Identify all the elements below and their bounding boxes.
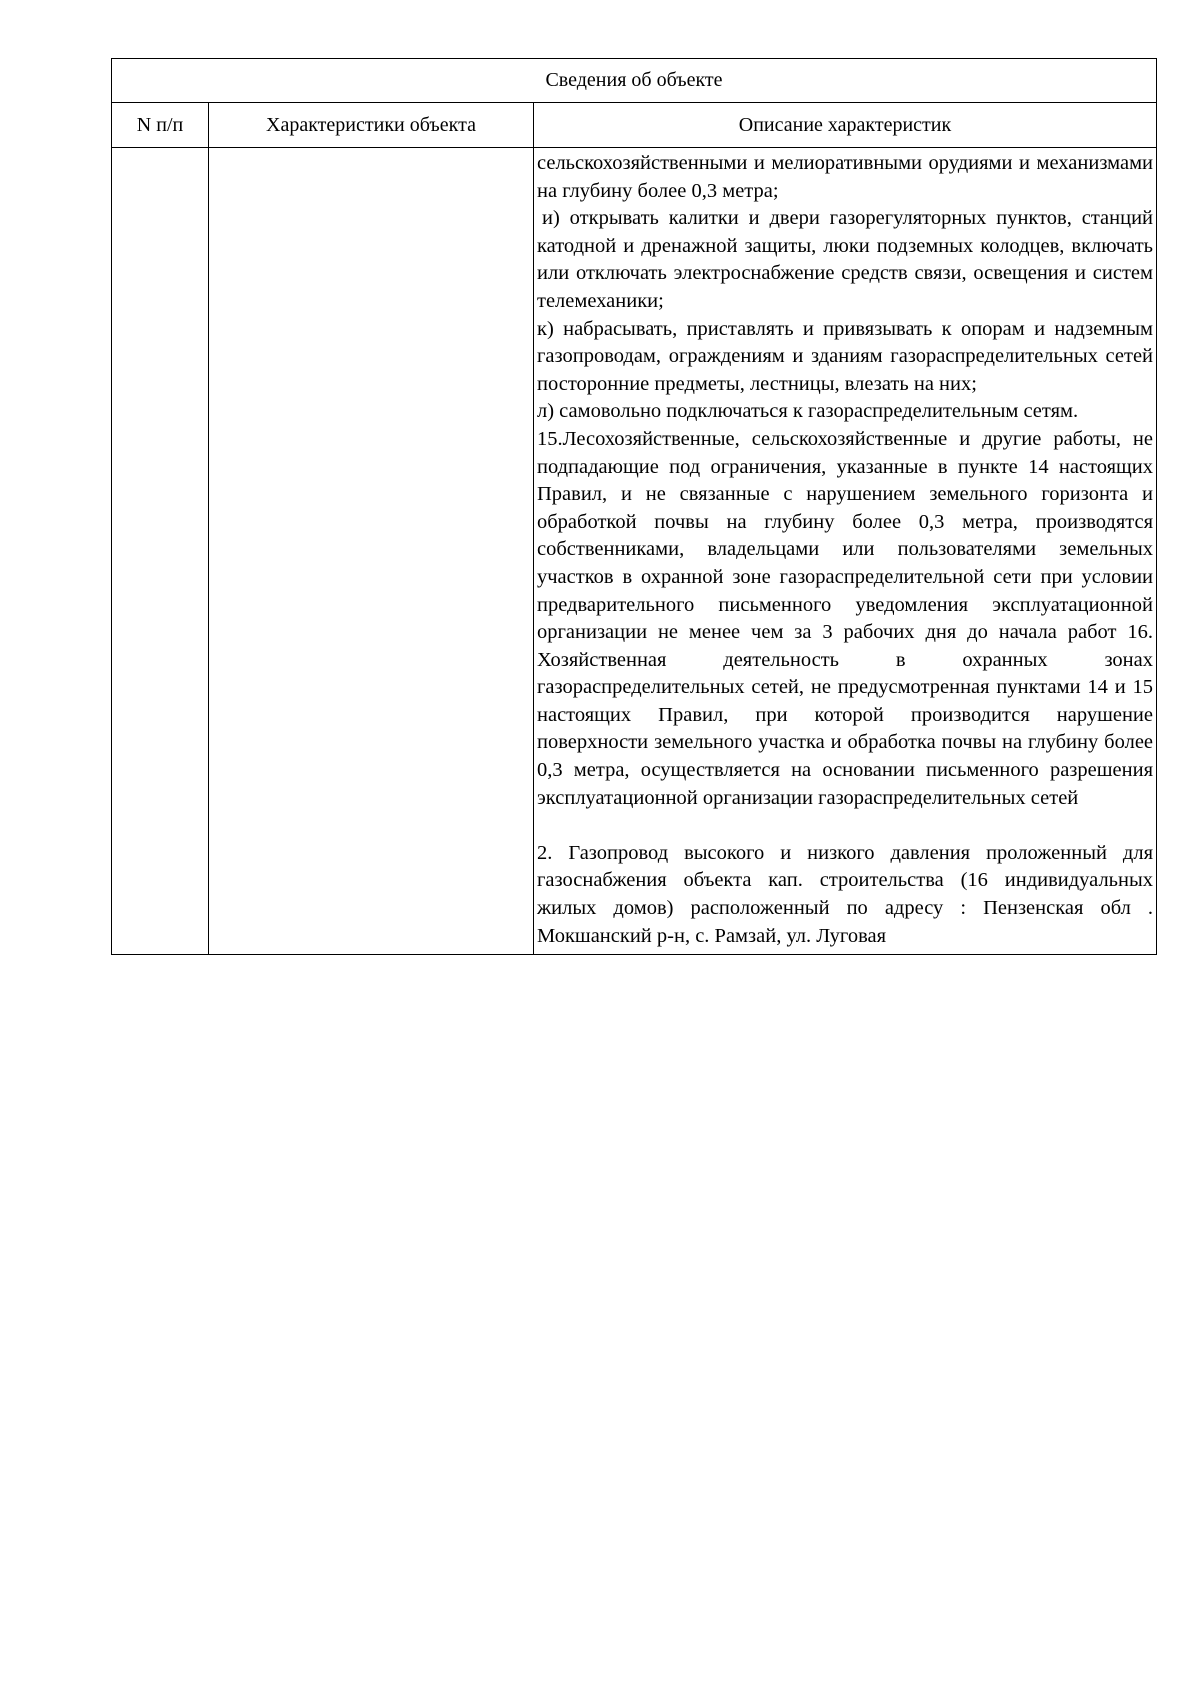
description-paragraph: л) самовольно подключаться к газораспределительным сетям. bbox=[537, 400, 1079, 423]
description-paragraph: 2. Газопровод высокого и низкого давления проложенный для газоснабжения объекта кап. строительства (16 индивидуальных жилых домов) расположенный по адресу : Пензенская обл . Мокшанский р-н, с. Рамзай, ул. Луговая bbox=[537, 841, 1154, 947]
header-characteristics: Характеристики объекта bbox=[209, 103, 534, 148]
table-row bbox=[112, 148, 1157, 955]
header-description: Описание характеристик bbox=[534, 103, 1157, 148]
table-header-row bbox=[112, 103, 1157, 148]
description-paragraph: 15.Лесохозяйственные, сельскохозяйственные и другие работы, не подпадающие под ограничения, указанные в пункте 14 настоящих Правил, и не связанные с нарушением земельного горизонта и обработкой почвы на глубину более 0,3 метра, производятся собственниками, владельцами или пользователями земельных участков в охранной зоне газораспределительной сети при условии предварительного письменного уведомления эксплуатационной организации не менее чем за 3 рабочих дня до начала работ 16. Хозяйственная деятельность в охранных зонах газораспределительных сетей, не предусмотренная пунктами 14 и 15 настоящих Правил, при которой производится нарушение поверхности земельного участка и обработка почвы на глубину более 0,3 метра, осуществляется на основании письменного разрешения эксплуатационной организации газораспределительных сетей bbox=[537, 427, 1154, 809]
cell-num bbox=[112, 148, 209, 955]
table-title-row bbox=[112, 59, 1157, 103]
object-info-table bbox=[111, 58, 1157, 955]
description-paragraph: к) набрасывать, приставлять и привязывать к опорам и надземным газопроводам, ограждениям и зданиям газораспределительных сетей посторонние предметы, лестницы, влезать на них; bbox=[537, 317, 1154, 395]
description-paragraph: сельскохозяйственными и мелиоративными орудиями и механизмами на глубину более 0,3 метра; bbox=[537, 152, 1154, 202]
description-paragraph: и) открывать калитки и двери газорегуляторных пунктов, станций катодной и дренажной защиты, люки подземных колодцев, включать или отключать электроснабжение средств связи, освещения и систем телемеханики; bbox=[537, 207, 1154, 312]
header-num: N п/п bbox=[112, 103, 209, 148]
table-title: Сведения об объекте bbox=[112, 59, 1157, 103]
description-text bbox=[537, 150, 1153, 950]
paragraph-spacer bbox=[537, 812, 1153, 840]
cell-description bbox=[534, 148, 1157, 955]
cell-characteristics bbox=[209, 148, 534, 955]
